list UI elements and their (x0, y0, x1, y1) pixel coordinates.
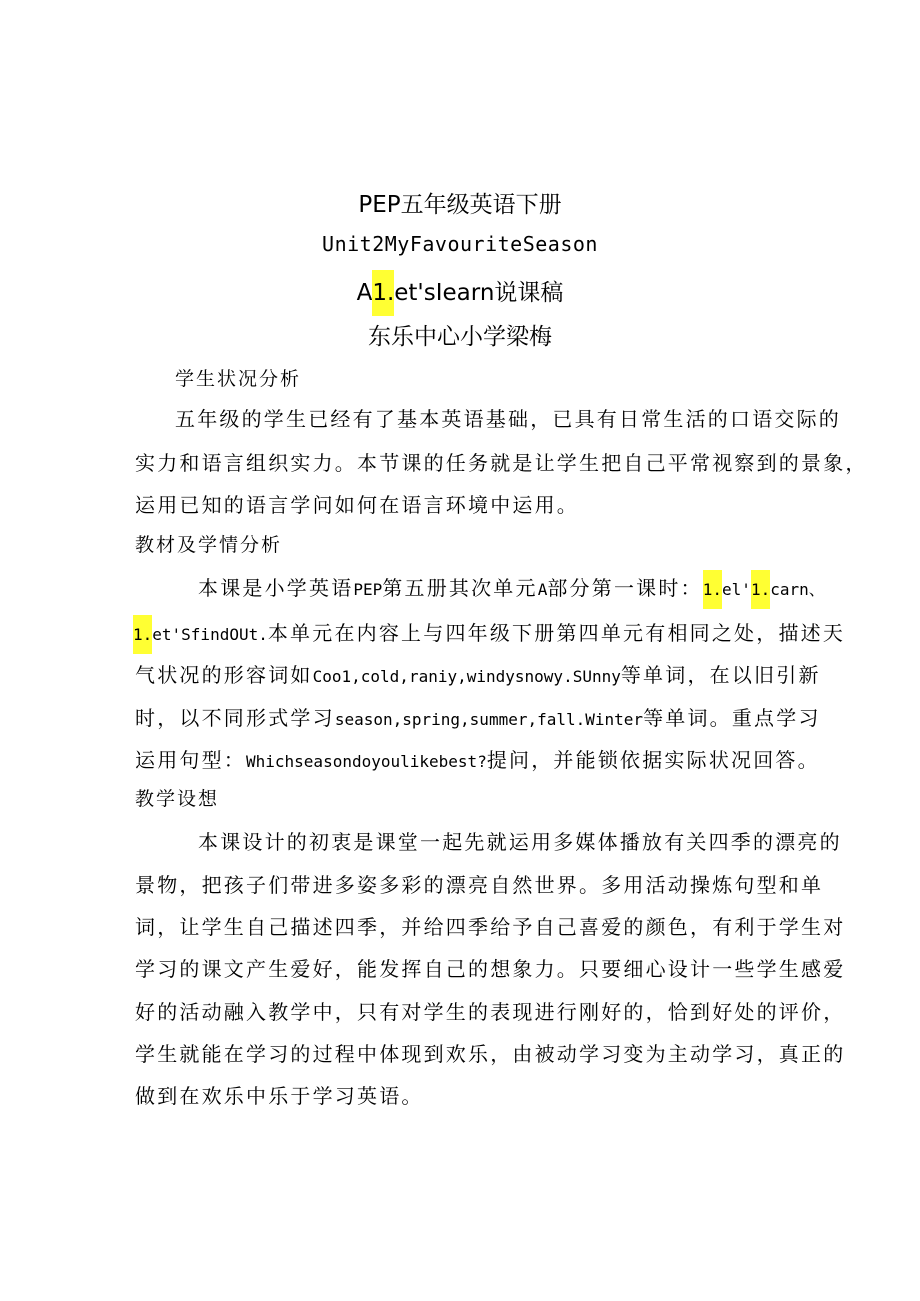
text-run: el' (722, 580, 751, 599)
text-run: Coo1,cold,raniy,windysnowy.SUnny (312, 667, 621, 686)
text-run: PEP (353, 580, 383, 599)
document-title: PEP五年级英语下册 (358, 192, 562, 218)
paragraph-line: 本课设计的初衷是课堂一起先就运用多媒体播放有关四季的漂亮的 (198, 830, 842, 854)
paragraph-line (135, 659, 821, 688)
text-run: season,spring,summer,fall.Winter (334, 710, 644, 729)
text-run: 部分第一课时： (547, 576, 703, 600)
paragraph-line: 景物，把孩子们带进多姿多彩的漂亮自然世界。多用活动操炼句型和单 (135, 873, 824, 897)
text-run: Whichseasondoyoulikebest? (246, 752, 487, 771)
text-run: 等单词，在以旧引新 (620, 663, 821, 687)
section-heading-material-analysis: 教材及学情分析 (135, 534, 283, 556)
text-run: 本课是小学英语 (198, 576, 354, 600)
author-line: 东乐中心小学梁梅 (368, 324, 552, 350)
text-run: 时，以不同形式学习 (135, 706, 335, 730)
highlight-mark: 1. (703, 570, 722, 609)
paragraph-line: 词，让学生自己描述四季，并给四季给予自己喜爱的颜色，有利于学生对 (135, 915, 846, 939)
paragraph-line (198, 572, 825, 601)
text-run: 运用句型： (135, 748, 246, 772)
paragraph-line (135, 744, 820, 773)
paragraph-line: 运用已知的语言学问如何在语言环境中运用。 (135, 493, 579, 517)
text-run: A (537, 580, 548, 599)
highlight-mark: 1. (751, 570, 770, 609)
paragraph-line (133, 617, 845, 646)
unit-title: Unit2MyFavouriteSeason (322, 232, 598, 256)
paragraph-line: 做到在欢乐中乐于学习英语。 (135, 1084, 424, 1108)
paragraph-line: 学习的课文产生爱好，能发挥自己的想象力。只要细心设计一些学生感爱 (135, 957, 846, 981)
section-heading-student-analysis: 学生状况分析 (175, 368, 302, 390)
lesson-title-rest: et'sIearn说课稿 (394, 280, 564, 306)
lesson-title-prefix: A (356, 280, 373, 306)
text-run: 本单元在内容上与四年级下册第四单元有相同之处，描述天 (267, 621, 846, 645)
paragraph-line (135, 702, 821, 731)
paragraph-line: 好的活动融入教学中，只有对学生的表现进行刚好的，恰到好处的评价， (135, 1000, 846, 1024)
paragraph-line: 学生就能在学习的过程中体现到欢乐，由被动学习变为主动学习，真正的 (135, 1042, 846, 1066)
text-run: 第五册其次单元 (382, 576, 538, 600)
text-run: 等单词。重点学习 (643, 706, 821, 730)
section-heading-teaching-design: 教学设想 (135, 788, 220, 810)
paragraph-line: 实力和语言组织实力。本节课的任务就是让学生把自己平常视察到的景象， (135, 451, 868, 475)
text-run: 气状况的形容词如 (135, 663, 313, 687)
text-run: 提问，并能锁依据实际状况回答。 (486, 748, 820, 772)
lesson-title-highlight: 1. (372, 270, 394, 316)
lesson-title (0, 274, 920, 307)
paragraph-line: 五年级的学生已经有了基本英语基础，已具有日常生活的口语交际的 (175, 407, 841, 431)
text-run: carn、 (770, 580, 825, 599)
highlight-mark: 1. (133, 615, 152, 654)
text-run: et'SfindOUt. (152, 625, 268, 644)
